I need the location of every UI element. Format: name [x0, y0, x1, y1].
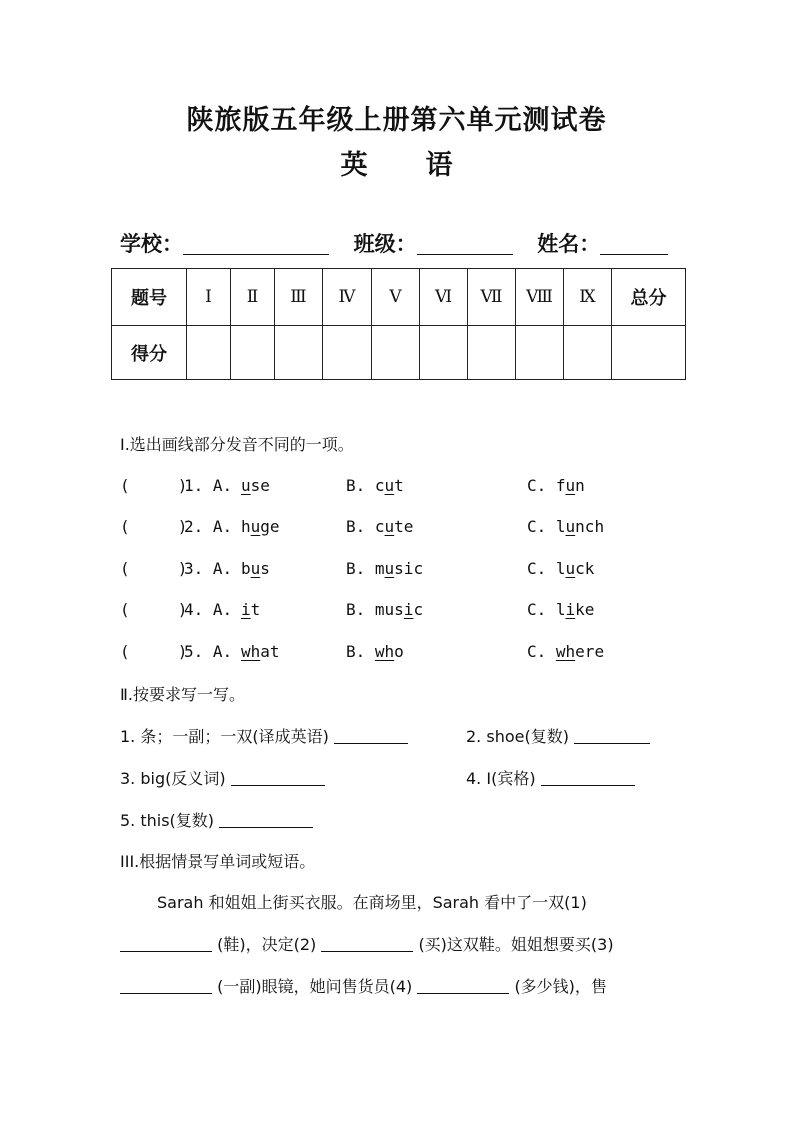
subject-title	[0, 143, 793, 182]
option-text: B. m	[346, 559, 385, 578]
answer-blank[interactable]	[120, 979, 212, 994]
option-text: s	[260, 559, 270, 578]
section-2-q1	[120, 724, 408, 747]
answer-blank[interactable]	[417, 979, 509, 994]
line-3-text-b: (多少钱)，售	[514, 977, 607, 996]
col-9: Ⅸ	[564, 269, 612, 326]
answer-paren[interactable]: ( )	[120, 559, 188, 578]
answer-paren[interactable]: ( )	[120, 517, 188, 536]
option-b[interactable]	[346, 559, 423, 578]
answer-blank[interactable]	[574, 729, 650, 744]
underlined-letters: u	[565, 476, 576, 495]
option-text: ck	[575, 559, 595, 578]
underlined-letters: i	[241, 600, 251, 619]
option-text: t	[394, 476, 404, 495]
option-text: nch	[575, 517, 605, 536]
underlined-letters: u	[384, 559, 395, 578]
q1-text: 1. 条；一副；一双(译成英语)	[120, 727, 329, 746]
option-text: C. l	[527, 600, 566, 619]
line-3-text-a: (一副)眼镜，她问售货员(4)	[217, 977, 413, 996]
option-text: se	[250, 476, 270, 495]
question-number: 5. A.	[184, 642, 233, 661]
section-3-line-3	[120, 974, 607, 997]
col-7: Ⅶ	[468, 269, 516, 326]
answer-blank[interactable]	[231, 771, 325, 786]
score-cell[interactable]	[516, 326, 564, 380]
score-cell[interactable]	[612, 326, 686, 380]
class-blank[interactable]	[417, 234, 513, 255]
option-c[interactable]	[527, 476, 585, 495]
underlined-letters: u	[565, 517, 576, 536]
line-2-text-b: (买)这双鞋。姐姐想要买(3)	[418, 935, 614, 954]
option-text: at	[260, 642, 280, 661]
line-2-text-a: (鞋)，决定(2)	[217, 935, 317, 954]
option-text: B. c	[346, 476, 385, 495]
section-2-q4	[466, 766, 635, 789]
underlined-letters: u	[250, 517, 261, 536]
option-text: B. c	[346, 517, 385, 536]
option-text: ke	[575, 600, 595, 619]
score-cell[interactable]	[231, 326, 275, 380]
section-3-line-2	[120, 932, 614, 955]
option-text: t	[250, 600, 261, 619]
option-text: C. l	[527, 517, 566, 536]
col-4: Ⅳ	[323, 269, 372, 326]
underlined-letters: u	[384, 517, 395, 536]
section-3-line-1: Sarah 和姐姐上街买衣服。在商场里，Sarah 看中了一双(1)	[157, 893, 587, 912]
question-number: 2. A.	[184, 517, 233, 536]
score-cell[interactable]	[420, 326, 468, 380]
option-text: ere	[575, 642, 605, 661]
col-6: Ⅵ	[420, 269, 468, 326]
q4-text: 4. I(宾格)	[466, 769, 536, 788]
option-text: c	[413, 600, 424, 619]
total-label: 总分	[612, 269, 686, 326]
score-cell[interactable]	[468, 326, 516, 380]
score-cell[interactable]	[187, 326, 231, 380]
option-text: h	[241, 517, 251, 536]
section-2-q5	[120, 808, 313, 831]
q3-text: 3. big(反义词)	[120, 769, 226, 788]
option-b[interactable]	[346, 642, 404, 661]
option-b[interactable]	[346, 517, 413, 536]
option-c[interactable]	[527, 642, 604, 661]
option-a[interactable]	[241, 476, 270, 495]
name-label: 姓名：	[537, 231, 601, 256]
option-text: n	[575, 476, 585, 495]
score-cell[interactable]	[372, 326, 420, 380]
option-b[interactable]	[346, 600, 423, 619]
option-c[interactable]	[527, 600, 594, 619]
col-2: Ⅱ	[231, 269, 275, 326]
option-text: o	[394, 642, 404, 661]
section-2-q2	[466, 724, 650, 747]
question-number-label: 题号	[112, 269, 187, 326]
underlined-letters: u	[384, 476, 395, 495]
answer-blank[interactable]	[120, 937, 212, 952]
score-table-header-row	[112, 269, 686, 326]
subject-char-1: 英	[340, 150, 368, 181]
option-text: B. mus	[346, 600, 404, 619]
option-text: te	[394, 517, 414, 536]
underlined-letters: u	[241, 476, 251, 495]
score-cell[interactable]	[323, 326, 372, 380]
underlined-letters: u	[250, 559, 261, 578]
underlined-letters: wh	[241, 642, 261, 661]
col-5: Ⅴ	[372, 269, 420, 326]
score-table-score-row	[112, 326, 686, 380]
score-cell[interactable]	[564, 326, 612, 380]
name-blank[interactable]	[600, 234, 668, 255]
underlined-letters: i	[403, 600, 414, 619]
option-text: b	[241, 559, 251, 578]
col-1: Ⅰ	[187, 269, 231, 326]
option-c[interactable]	[527, 559, 594, 578]
option-c[interactable]	[527, 517, 604, 536]
score-label: 得分	[112, 326, 187, 380]
underlined-letters: wh	[555, 642, 576, 661]
option-text: C.	[527, 642, 556, 661]
question-number: 4. A.	[184, 600, 233, 619]
underlined-letters: wh	[374, 642, 395, 661]
option-text: C. l	[527, 559, 566, 578]
answer-paren[interactable]: ( )	[120, 642, 188, 661]
answer-paren[interactable]: ( )	[120, 600, 188, 619]
answer-blank[interactable]	[219, 813, 313, 828]
section-2-q3	[120, 766, 325, 789]
q2-text: 2. shoe(复数)	[466, 727, 569, 746]
option-text: B.	[346, 642, 375, 661]
section-2-heading: Ⅱ.按要求写一写。	[120, 685, 245, 704]
option-a[interactable]	[241, 517, 280, 536]
subject-char-2: 语	[425, 150, 453, 181]
col-8: Ⅷ	[516, 269, 564, 326]
school-blank[interactable]	[183, 234, 329, 255]
underlined-letters: i	[565, 600, 576, 619]
answer-paren[interactable]: ( )	[120, 476, 188, 495]
question-number: 1. A.	[184, 476, 233, 495]
question-number: 3. A.	[184, 559, 233, 578]
answer-blank[interactable]	[334, 729, 408, 744]
school-label: 学校：	[120, 231, 183, 256]
option-a[interactable]	[241, 600, 260, 619]
option-b[interactable]	[346, 476, 404, 495]
underlined-letters: u	[565, 559, 576, 578]
answer-blank[interactable]	[541, 771, 635, 786]
answer-blank[interactable]	[321, 937, 413, 952]
score-cell[interactable]	[275, 326, 323, 380]
option-a[interactable]	[241, 642, 280, 661]
option-a[interactable]	[241, 559, 270, 578]
score-table	[111, 268, 686, 380]
option-text: sic	[394, 559, 424, 578]
student-info-line	[120, 228, 668, 258]
q5-text: 5. this(复数)	[120, 811, 215, 830]
option-text: ge	[260, 517, 280, 536]
class-label: 班级：	[353, 231, 417, 256]
option-text: C. f	[527, 476, 566, 495]
col-3: Ⅲ	[275, 269, 323, 326]
section-1-heading: I.选出画线部分发音不同的一项。	[120, 435, 354, 454]
page-title: 陕旅版五年级上册第六单元测试卷	[186, 105, 607, 136]
section-3-heading: III.根据情景写单词或短语。	[120, 852, 316, 871]
